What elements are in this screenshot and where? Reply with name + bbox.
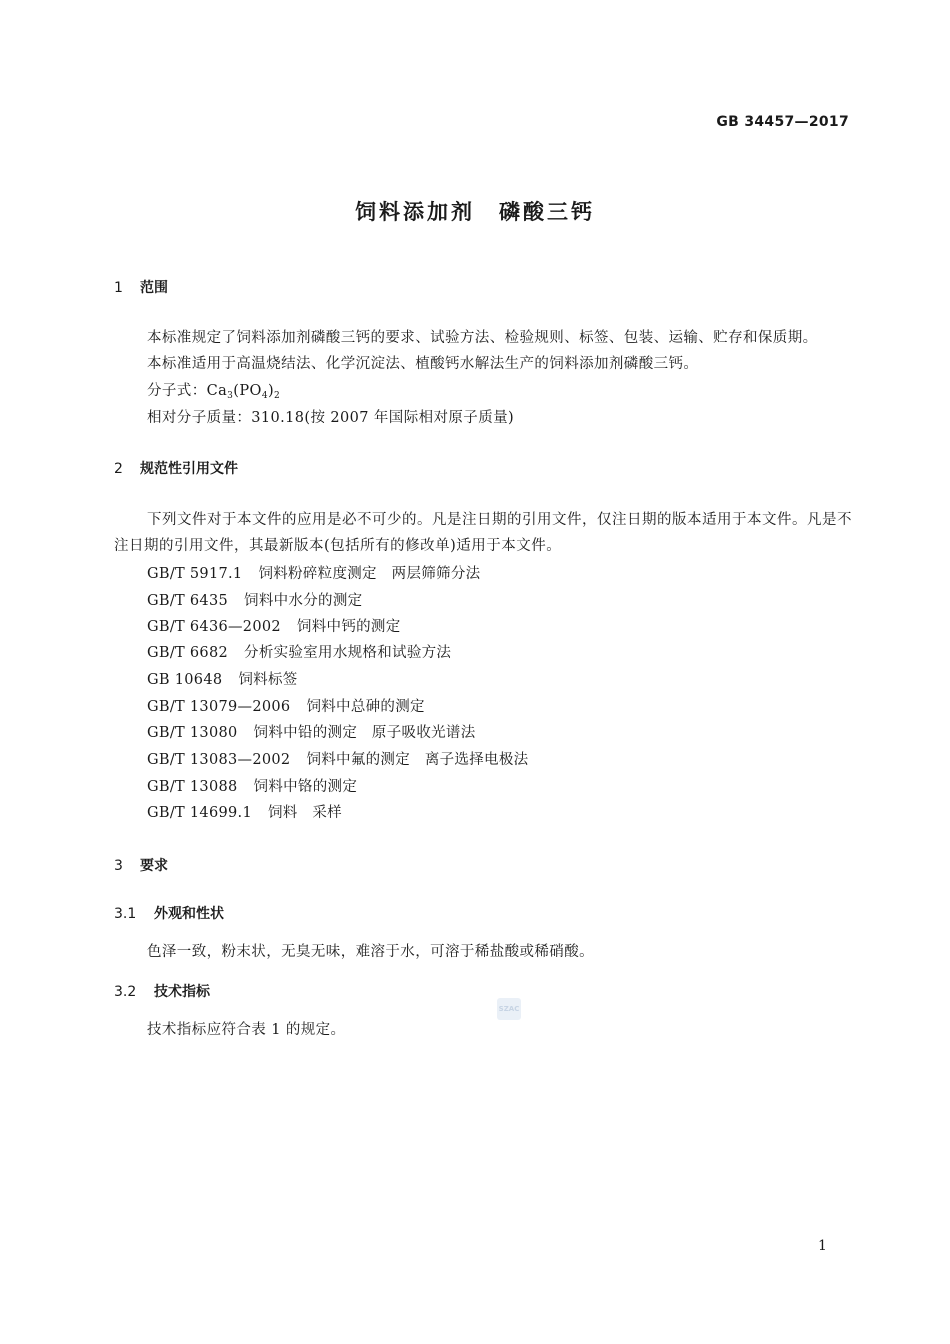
reference-code: GB/T 13079—2006	[147, 699, 291, 715]
reference-item	[147, 695, 425, 716]
standard-number: GB 34457—2017	[716, 114, 849, 130]
reference-title: 饲料中钙的测定	[296, 619, 401, 635]
reference-title: 饲料中总砷的测定	[306, 699, 425, 715]
reference-code: GB/T 6436—2002	[147, 619, 281, 635]
formula-ca: Ca	[206, 383, 228, 399]
reference-code: GB/T 5917.1	[147, 566, 243, 582]
section-1-heading	[114, 277, 168, 297]
formula-close-subscript: 2	[274, 391, 281, 401]
document-title: 饲料添加剂 磷酸三钙	[355, 200, 595, 224]
reference-code: GB/T 6435	[147, 593, 229, 609]
reference-title: 饲料粉碎粒度测定 两层筛筛分法	[258, 566, 481, 582]
reference-code: GB/T 13088	[147, 779, 238, 795]
section-2-title: 规范性引用文件	[140, 461, 238, 477]
reference-title: 分析实验室用水规格和试验方法	[244, 645, 452, 661]
section-3-number: 3	[114, 858, 123, 874]
reference-code: GB 10648	[147, 672, 223, 688]
appearance-text: 色泽一致，粉末状，无臭无味，难溶于水，可溶于稀盐酸或稀硝酸。	[147, 944, 594, 960]
reference-code: GB/T 6682	[147, 645, 229, 661]
subsection-3-2-heading	[114, 981, 210, 1001]
section-1-number: 1	[114, 280, 123, 296]
reference-title: 饲料中水分的测定	[244, 593, 363, 609]
formula-po: (PO	[233, 383, 262, 399]
references-intro: 下列文件对于本文件的应用是必不可少的。凡是注日期的引用文件，仅注日期的版本适用于本文件。凡是不注日期的引用文件，其最新版本(包括所有的修改单)适用于本文件。	[114, 512, 852, 554]
subsection-3-2-title: 技术指标	[154, 984, 210, 1000]
reference-code: GB/T 13083—2002	[147, 752, 291, 768]
reference-item	[147, 615, 401, 636]
formula-close: )	[267, 383, 275, 399]
formula-o-subscript: 4	[261, 391, 268, 401]
molecular-formula	[147, 379, 280, 401]
reference-title: 饲料 采样	[267, 805, 342, 821]
reference-code: GB/T 14699.1	[147, 805, 252, 821]
reference-item	[147, 775, 357, 796]
reference-title: 饲料中铬的测定	[253, 779, 358, 795]
formula-ca-subscript: 3	[227, 391, 234, 401]
scope-paragraph-2: 本标准适用于高温烧结法、化学沉淀法、植酸钙水解法生产的饲料添加剂磷酸三钙。	[147, 356, 699, 372]
reference-item	[147, 589, 362, 610]
section-3-heading	[114, 855, 168, 875]
subsection-3-1-heading	[114, 903, 224, 923]
reference-item	[147, 721, 476, 742]
subsection-3-1-number: 3.1	[114, 906, 137, 922]
reference-item	[147, 668, 298, 689]
reference-title: 饲料中氟的测定 离子选择电极法	[306, 752, 529, 768]
reference-title: 饲料标签	[238, 672, 298, 688]
reference-title: 饲料中铅的测定 原子吸收光谱法	[253, 725, 476, 741]
subsection-3-2-number: 3.2	[114, 984, 137, 1000]
scope-paragraph-1: 本标准规定了饲料添加剂磷酸三钙的要求、试验方法、检验规则、标签、包装、运输、贮存和保质期。	[147, 330, 818, 346]
formula-label: 分子式：	[147, 383, 207, 399]
reference-code: GB/T 13080	[147, 725, 238, 741]
subsection-3-1-title: 外观和性状	[154, 906, 224, 922]
reference-item	[147, 801, 342, 822]
section-3-title: 要求	[140, 858, 168, 874]
reference-item	[147, 562, 480, 583]
section-1-title: 范围	[140, 280, 168, 296]
section-2-number: 2	[114, 461, 123, 477]
watermark-logo: SZAC	[497, 998, 521, 1020]
reference-item	[147, 748, 528, 769]
relative-molecular-mass: 相对分子质量：310.18(按 2007 年国际相对原子质量)	[147, 410, 515, 426]
reference-item	[147, 641, 451, 662]
technical-index-text: 技术指标应符合表 1 的规定。	[147, 1022, 346, 1038]
page-number: 1	[818, 1238, 827, 1254]
section-2-heading	[114, 458, 238, 478]
